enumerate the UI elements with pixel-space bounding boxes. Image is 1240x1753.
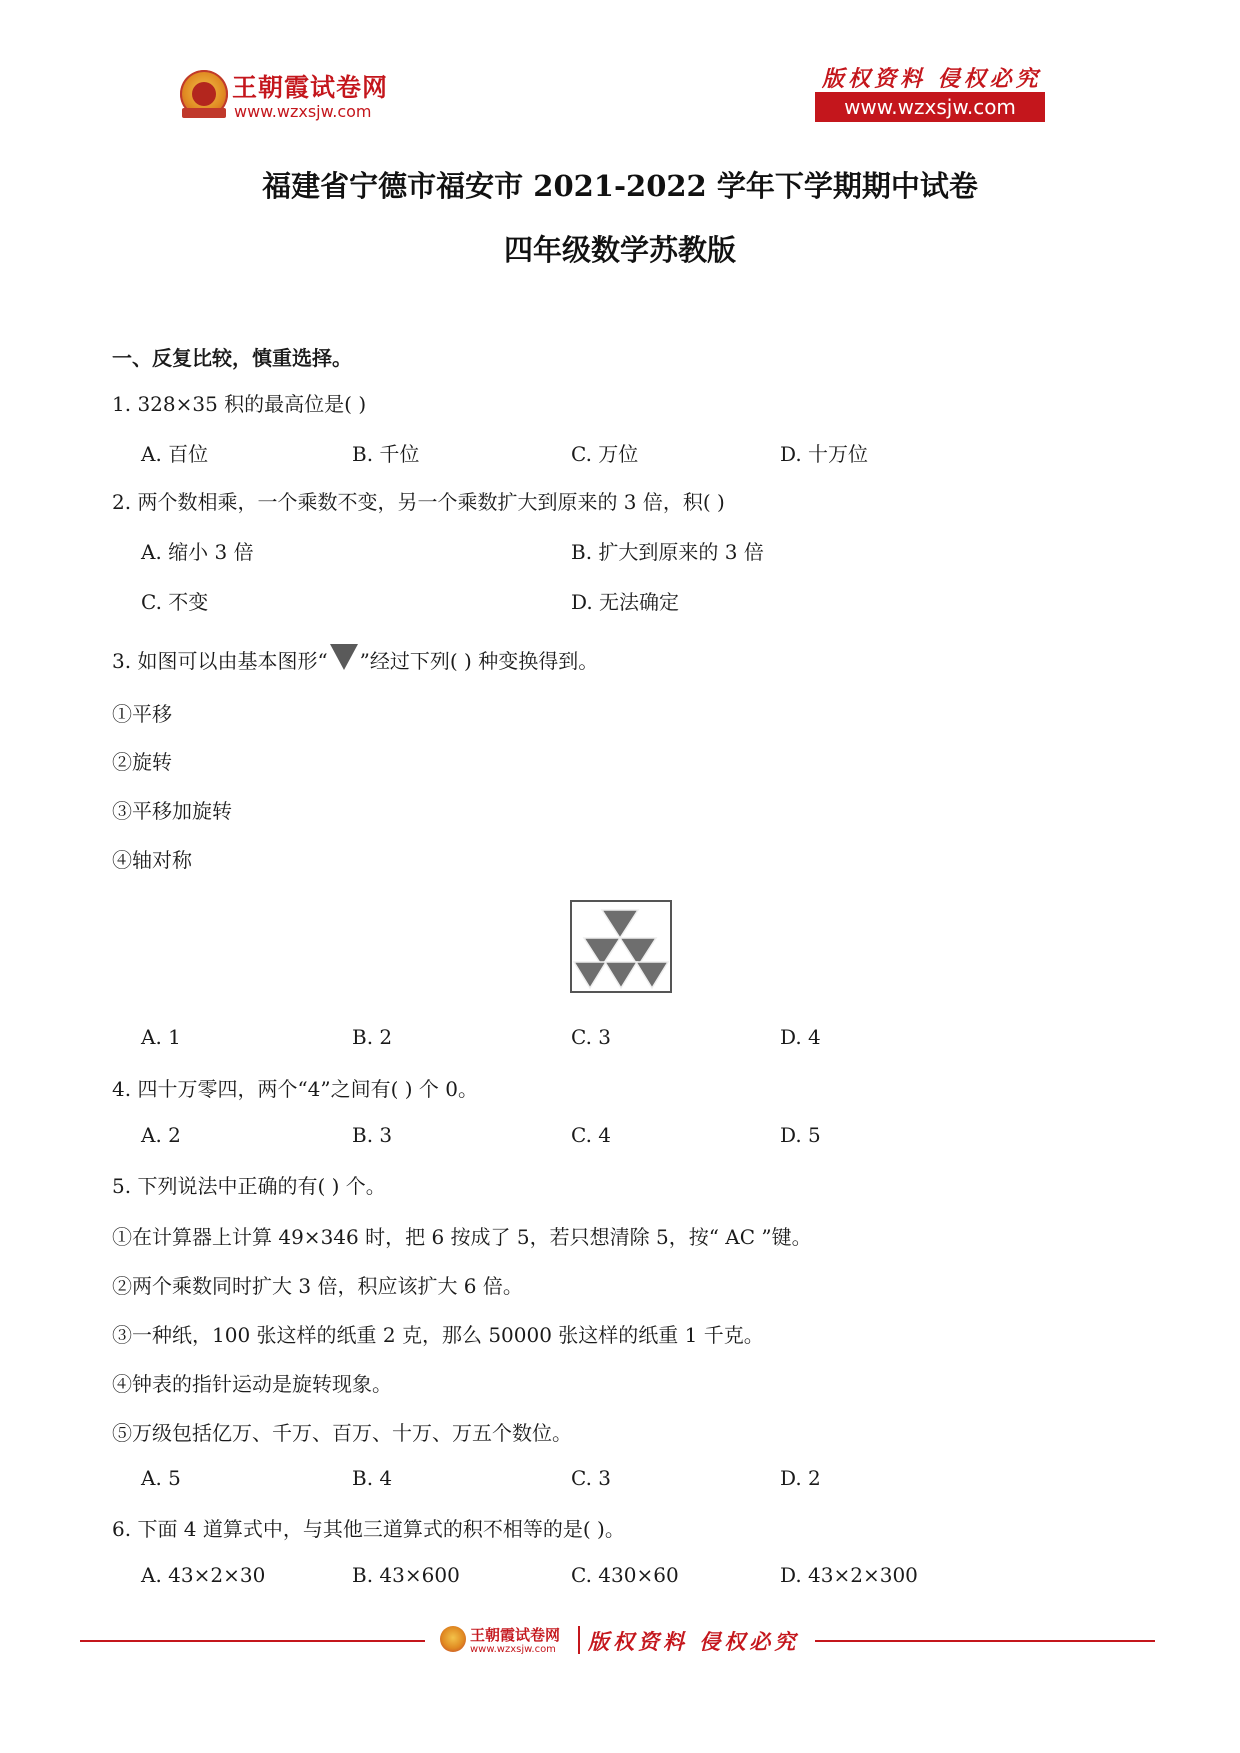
q1-option-b: B. 千位: [352, 442, 420, 466]
q2-option-d: D. 无法确定: [571, 590, 680, 614]
q4-option-a: A. 2: [141, 1123, 181, 1147]
q6-option-a: A. 43×2×30: [141, 1563, 266, 1587]
q1-option-c: C. 万位: [571, 442, 639, 466]
q3-option-c: C. 3: [571, 1025, 612, 1049]
section-heading: 一、反复比较，慎重选择。: [112, 346, 352, 370]
site-url-box: www.wzxsjw.com: [815, 92, 1045, 122]
q3-item-4: ④轴对称: [112, 848, 192, 872]
q5-option-c: C. 3: [571, 1466, 612, 1490]
q3-item-3: ③平移加旋转: [112, 799, 232, 823]
logo-url: www.wzxsjw.com: [234, 102, 372, 121]
q6-option-c: C. 430×60: [571, 1563, 679, 1587]
page-subtitle: 四年级数学苏教版: [503, 233, 736, 267]
page-title: 福建省宁德市福安市 2021-2022 学年下学期期中试卷: [262, 169, 978, 203]
q2-option-c: C. 不变: [141, 590, 209, 614]
footer-divider-left: [80, 1640, 425, 1642]
question-5-stem: 5. 下列说法中正确的有( ) 个。: [112, 1174, 386, 1198]
q3-stem-part-b: ”经过下列( ) 种变换得到。: [359, 649, 599, 673]
question-6-stem: 6. 下面 4 道算式中，与其他三道算式的积不相等的是( )。: [112, 1517, 625, 1541]
logo-name: 王朝霞试卷网: [232, 73, 389, 102]
logo-badge-icon: [180, 70, 228, 118]
footer-copyright: 版权资料 侵权必究: [588, 1629, 800, 1654]
copyright-notice: 版权资料 侵权必究: [822, 66, 1042, 92]
q4-option-b: B. 3: [352, 1123, 393, 1147]
q5-option-d: D. 2: [780, 1466, 821, 1490]
footer-logo-url: www.wzxsjw.com: [470, 1644, 556, 1655]
q5-option-a: A. 5: [141, 1466, 181, 1490]
q3-item-2: ②旋转: [112, 750, 172, 774]
q4-option-d: D. 5: [780, 1123, 821, 1147]
q4-option-c: C. 4: [571, 1123, 612, 1147]
triangle-pattern-figure: [570, 900, 672, 993]
triangle-shape-icon: [330, 644, 358, 670]
question-2-stem: 2. 两个数相乘，一个乘数不变，另一个乘数扩大到原来的 3 倍，积( ): [112, 490, 725, 514]
question-4-stem: 4. 四十万零四，两个“4”之间有( ) 个 0。: [112, 1077, 479, 1101]
q2-option-a: A. 缩小 3 倍: [141, 540, 254, 564]
q3-option-d: D. 4: [780, 1025, 821, 1049]
q6-option-d: D. 43×2×300: [780, 1563, 918, 1587]
footer-logo-name: 王朝霞试卷网: [470, 1626, 561, 1644]
q1-option-d: D. 十万位: [780, 442, 869, 466]
footer-divider-right: [815, 1640, 1155, 1642]
q3-option-a: A. 1: [141, 1025, 181, 1049]
q5-item-4: ④钟表的指针运动是旋转现象。: [112, 1372, 392, 1396]
q3-stem-part-a: 3. 如图可以由基本图形“: [112, 649, 328, 673]
q5-item-1: ①在计算器上计算 49×346 时，把 6 按成了 5，若只想清除 5，按“ AC ”键。: [112, 1225, 812, 1249]
q1-option-a: A. 百位: [141, 442, 209, 466]
q3-option-b: B. 2: [352, 1025, 393, 1049]
footer-logo-icon: [440, 1626, 466, 1652]
q3-item-1: ①平移: [112, 702, 172, 726]
footer-separator: [578, 1626, 580, 1654]
q2-option-b: B. 扩大到原来的 3 倍: [571, 540, 764, 564]
question-3-stem: [112, 644, 598, 674]
question-1-stem: 1. 328×35 积的最高位是( ): [112, 392, 367, 416]
q5-option-b: B. 4: [352, 1466, 393, 1490]
q5-item-2: ②两个乘数同时扩大 3 倍，积应该扩大 6 倍。: [112, 1274, 523, 1298]
q6-option-b: B. 43×600: [352, 1563, 460, 1587]
q5-item-5: ⑤万级包括亿万、千万、百万、十万、万五个数位。: [112, 1421, 572, 1445]
q5-item-3: ③一种纸，100 张这样的纸重 2 克，那么 50000 张这样的纸重 1 千克。: [112, 1323, 764, 1347]
